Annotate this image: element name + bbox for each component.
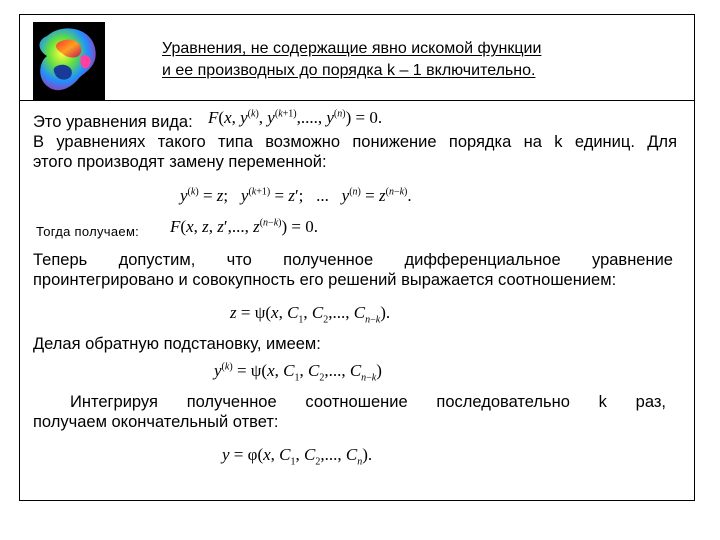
formula-reduced-equation: F(x, z, z′,..., $z^{(n-k)}) = 0$. bbox=[170, 217, 318, 236]
title-divider bbox=[20, 100, 695, 101]
formula-solution-z: z = ψ(x, $C_1$, $C_2$,..., $C_{n-k}$). bbox=[230, 303, 391, 326]
formula-final-answer: y = φ(x, $C_1$, $C_2$,..., $C_n$). bbox=[222, 445, 373, 468]
paragraph-2-line-2: проинтегрировано и совокупность его решений выражается соотношением: bbox=[33, 271, 617, 289]
formula-general-form: F(x, $y^{(k)}$, $y^{(k+1)}$,...., $y^{(n)}) = 0$. bbox=[208, 108, 383, 127]
paragraph-1-line-1: В уравнениях такого типа возможно понижение порядка на k единиц. Для bbox=[33, 133, 677, 151]
paragraph-4-line-2: получаем окончательный ответ: bbox=[33, 413, 279, 431]
slide-title bbox=[162, 38, 541, 82]
paragraph-4-line-1: Интегрируя полученное соотношение последовательно k раз, bbox=[70, 393, 666, 411]
paragraph-3: Делая обратную подстановку, имеем: bbox=[33, 335, 321, 353]
intro-label: Это уравнения вида: bbox=[33, 113, 193, 131]
formula-substitution: $y^{(k)} = z$; $y^{(k+1)} = z'$; ... $y^{(n)} = z^{(n-k)}$. bbox=[180, 186, 412, 205]
slide-title-line-2: и ее производных до порядка k – 1 включительно. bbox=[162, 62, 536, 79]
formula-back-substitution: $y^{(k)} = \psi(x$, $C_1$, $C_2$,..., $C_{n-k}$) bbox=[214, 361, 382, 384]
paragraph-2-line-1: Теперь допустим, что полученное дифференциальное уравнение bbox=[33, 251, 673, 269]
paragraph-1-line-2: этого производят замену переменной: bbox=[33, 153, 327, 171]
slide-title-line-1: Уравнения, не содержащие явно искомой функции bbox=[162, 40, 542, 57]
then-label: Тогда получаем: bbox=[36, 224, 140, 239]
torus-logo-icon bbox=[33, 22, 105, 100]
